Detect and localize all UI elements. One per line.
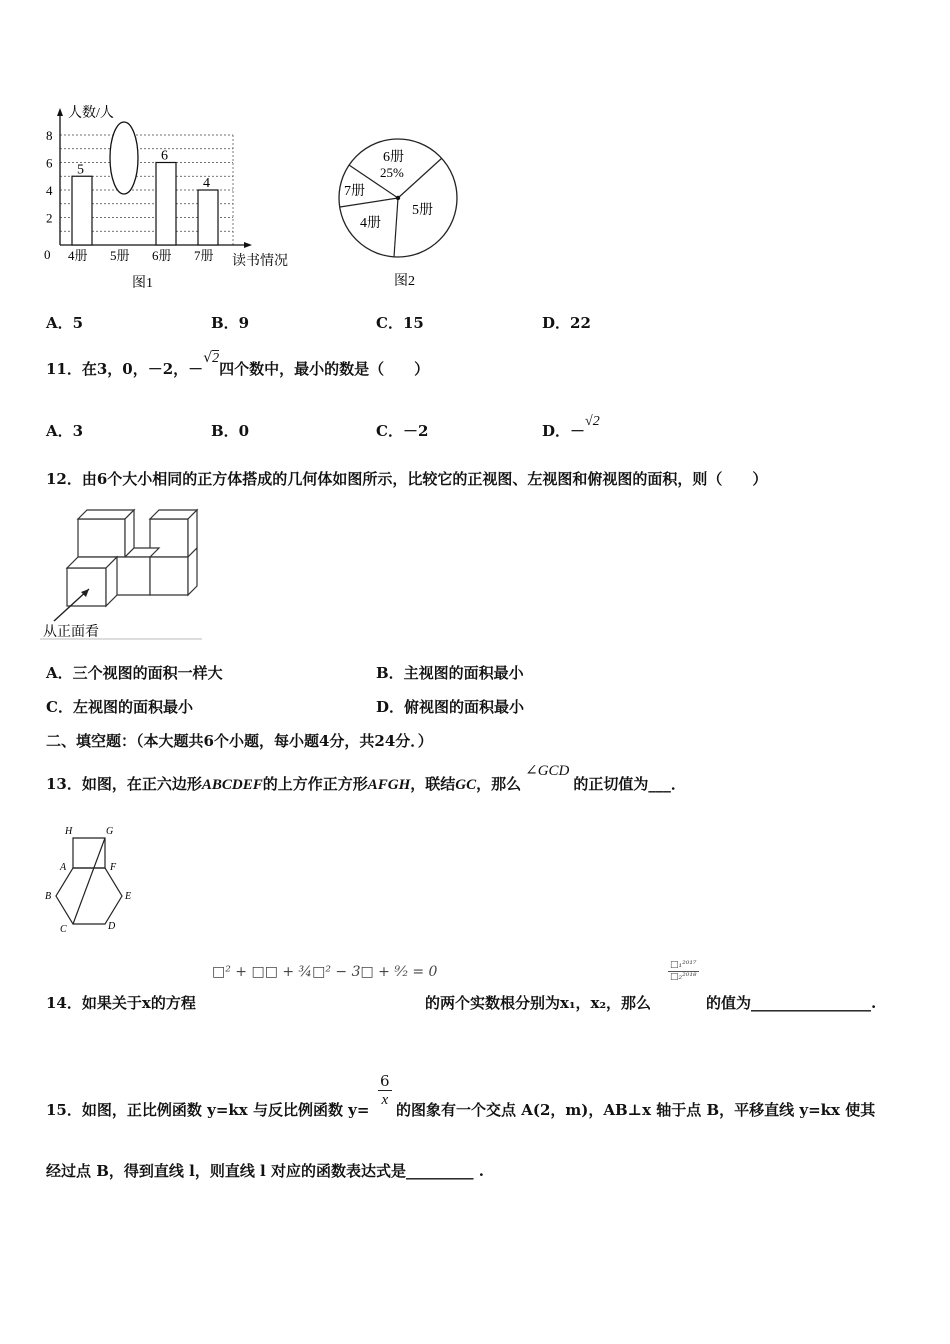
q12-option-b: B．主视图的面积最小 [376,664,524,682]
q11-option-d-sqrt: √2 [585,414,600,429]
q13-angle: ∠GCD [525,763,570,779]
pie-chart-caption: 图2 [394,274,415,289]
q14-equation: □² + □□ + ¾□² − 3□ + ⁹⁄₂ = 0 [212,964,438,980]
bar-y-tick-label: 2 [46,210,53,226]
q10-option-d: D．22 [542,314,591,332]
q13-square-name: AFGH [367,777,411,793]
pie-label-percent: 25% [380,165,404,180]
q12-stem: 12．由6个大小相同的正方体搭成的几何体如图所示，比较它的正视图、左视图和俯视图的面积，则（ ） [46,470,768,488]
pie-label-4: 4册 [360,216,381,231]
x-axis-arrow-icon [244,242,252,248]
q13-stem [46,763,686,794]
pie-slice-divider [398,158,442,198]
pie-label-7: 7册 [344,184,365,199]
q11-sqrt-arg: 2 [212,351,220,366]
q14-text-a: 14．如果关于 [46,994,142,1012]
q12-figure-label: 从正面看 [43,625,99,640]
q14-line-b [425,992,651,1013]
q11-stem [46,350,430,379]
segment-gc [73,838,105,924]
q11-number: 11． [46,360,82,378]
label-a: A [60,862,67,873]
q13-geometry-figure [40,818,140,938]
q15-line1-b: 的图象有一个交点 A(2，m)，AB⊥x 轴于点 B，平移直线 y=kx 使其 [396,1101,876,1119]
hexagon-abcdef [56,868,122,924]
bar [72,176,92,245]
q10-option-b: B．9 [211,314,250,332]
q15-fraction [378,1072,392,1109]
q15-line1-a: 15．如图，正比例函数 y=kx 与反比例函数 y= [46,1101,370,1119]
q11-option-d [542,414,600,441]
pie-slice-divider [394,198,398,257]
bar-value-label: 5 [77,162,84,178]
section2-title: 二、填空题：（本大题共6个小题，每小题4分，共24分．） [46,732,433,750]
label-e: E [125,891,132,902]
bar-chart-xlabel: 读书情况 [232,254,288,269]
pie-label-5: 5册 [412,203,433,218]
label-g: G [106,826,114,837]
obscuring-ellipse [110,122,138,194]
bar-chart-caption: 图1 [132,276,153,291]
q12-cube-figure [40,505,205,640]
q15-frac-den: x [381,1092,389,1108]
bar-y-tick-label: 4 [46,183,53,198]
bar-value-label: 4 [203,176,210,191]
label-h: H [65,826,73,837]
label-b: B [45,891,52,902]
bar-y-tick-label: 0 [44,247,51,262]
q14-frac-den: □₂²⁰¹⁸ [670,972,697,982]
bar-chart-figure1 [38,100,308,295]
bar-category-label: 4册 [68,248,88,263]
q12-option-c: C．左视图的面积最小 [46,698,193,716]
q11-sqrt-sign: √ [203,350,213,366]
q10-option-a: A．5 [46,314,84,332]
pie-slice-divider [340,198,398,207]
q14-text-c: 的两个实数根分别为 [425,994,561,1012]
bar [198,190,218,245]
q11-text-b: 四个数中，最小的数是（ ） [219,360,430,378]
square-afgh [73,838,105,868]
pie-center-dot [396,196,400,200]
q13-text-c: ，联结 [410,775,456,793]
q13-hex-name: ABCDEF [201,777,263,793]
bar-category-label: 7册 [194,248,214,263]
q11-text-a: 在3，0，－2，－ [81,360,204,378]
bar-category-label: 6册 [152,248,172,263]
q13-text-a: 13．如图，在正六边形 [46,775,202,793]
q11-option-c: C．－2 [376,422,429,440]
bar-category-label: 5册 [110,248,130,263]
q13-text-b: 的上方作正方形 [262,775,368,793]
bar-value-label: 6 [161,148,168,164]
q13-line-name: GC [455,777,477,793]
q14-text-b: 的方程 [150,994,196,1012]
q14-roots: x₁，x₂ [560,994,607,1012]
q15-frac-num: 6 [380,1072,390,1090]
q11-option-a: A．3 [46,422,84,440]
q14-text-d: ，那么 [606,994,652,1012]
y-axis-arrow-icon [57,108,63,116]
bar-chart-ylabel: 人数/人 [68,106,114,121]
bar-y-tick-label: 8 [46,128,53,143]
q13-text-e: 的正切值为___． [573,775,686,793]
label-c: C [60,924,67,935]
q10-option-c: C．15 [376,314,424,332]
q15-line2: 经过点 B，得到直线 l，则直线 l 对应的函数表达式是_________ . [46,1162,484,1180]
label-d: D [108,921,116,932]
q14-fraction [668,960,699,983]
label-f: F [110,862,117,873]
q11-sqrt [203,350,219,366]
q12-option-d: D．俯视图的面积最小 [376,698,525,716]
q14-frac-num: □₁²⁰¹⁷ [670,960,697,970]
bar-chart-bars [72,122,218,245]
q14-line-c: 的值为________________. [706,994,877,1012]
pie-chart-figure2 [330,135,465,295]
q11-option-d-text: D．－ [542,422,586,440]
q13-text-d: ，那么 [476,775,522,793]
bar [156,163,176,246]
q11-option-b: B．0 [211,422,250,440]
q12-option-a: A．三个视图的面积一样大 [46,664,223,682]
bar-y-tick-label: 6 [46,155,53,171]
q14-var: x [141,994,151,1012]
pie-label-6: 6册 [383,150,404,165]
q14-line [46,992,196,1013]
